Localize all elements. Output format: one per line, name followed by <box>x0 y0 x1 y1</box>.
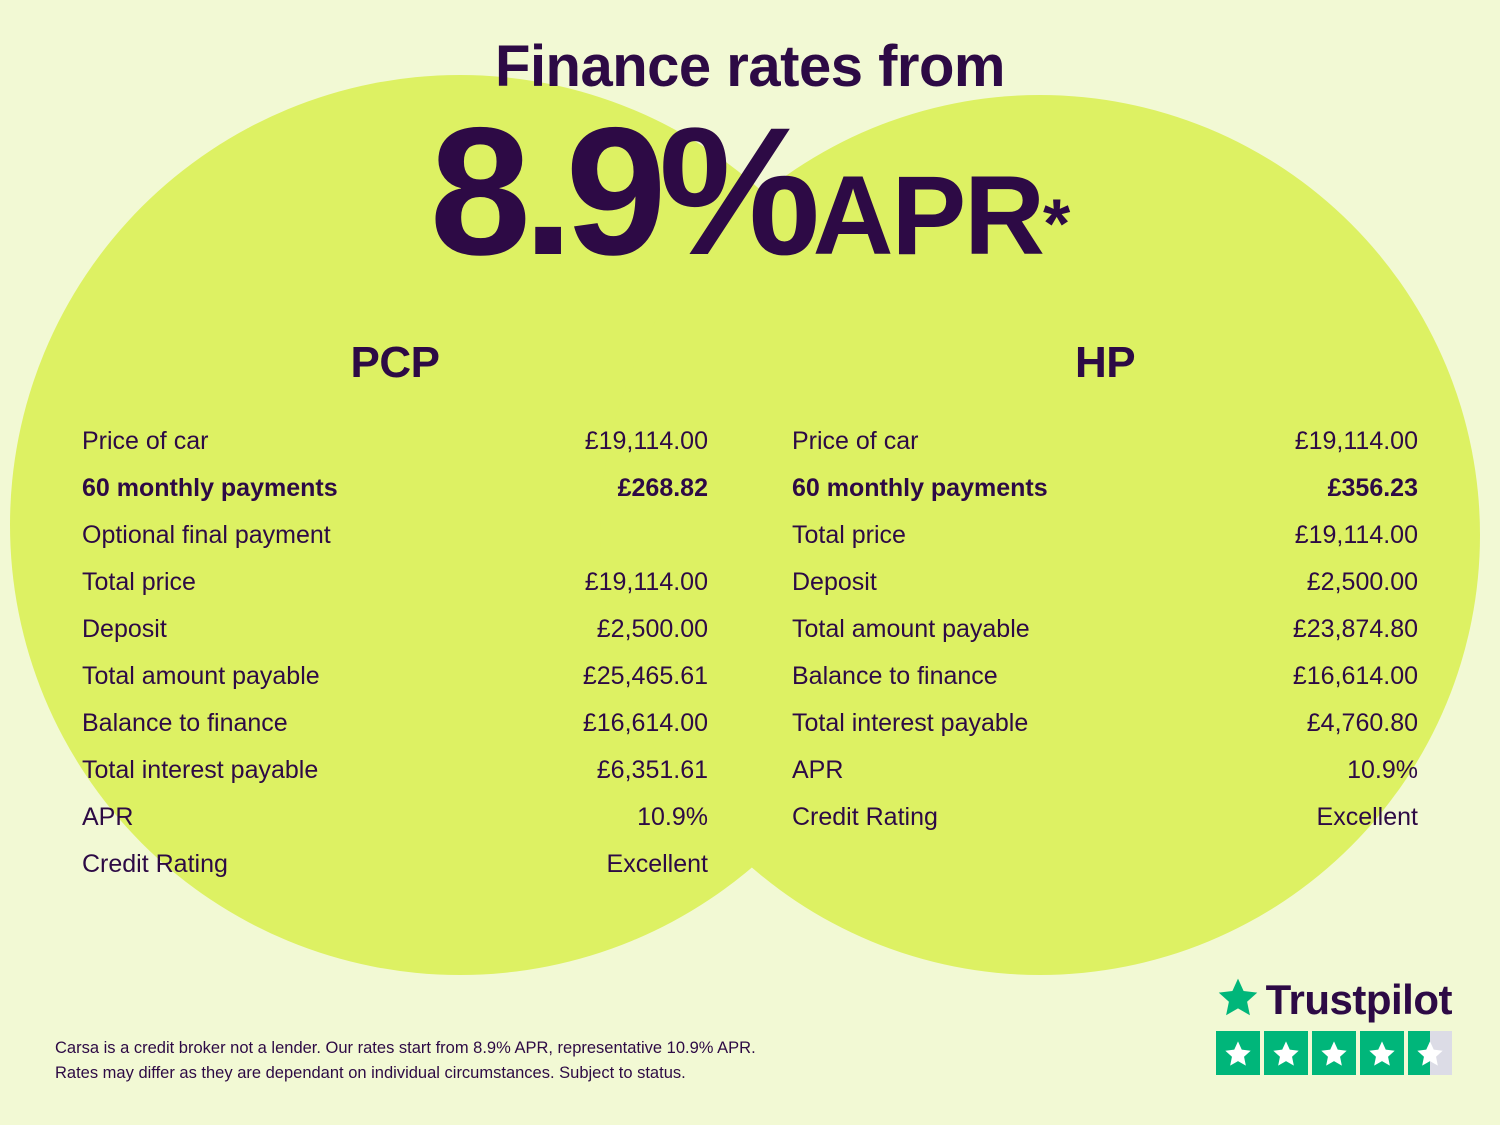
row-label: 60 monthly payments <box>82 474 338 502</box>
table-row <box>82 606 708 653</box>
row-value: £25,465.61 <box>582 662 708 690</box>
table-row <box>82 418 708 465</box>
row-value: £19,114.00 <box>584 427 708 455</box>
table-row <box>792 418 1418 465</box>
row-value: £16,614.00 <box>582 709 708 737</box>
apr-asterisk: * <box>1043 184 1071 263</box>
column-title-pcp: PCP <box>350 338 440 387</box>
table-row <box>792 606 1418 653</box>
row-value: 10.9% <box>637 803 708 831</box>
row-value: £2,500.00 <box>1306 568 1418 596</box>
row-value: 10.9% <box>1347 756 1418 784</box>
row-label: 60 monthly payments <box>792 474 1048 502</box>
table-row <box>82 794 708 841</box>
row-value: £2,500.00 <box>596 615 708 643</box>
table-row <box>792 465 1418 512</box>
trustpilot-stars <box>1216 1031 1452 1075</box>
trustpilot-wordmark: Trustpilot <box>1265 975 1452 1023</box>
row-value: Excellent <box>606 850 708 878</box>
row-label: Total interest payable <box>82 756 319 784</box>
table-row <box>82 512 708 559</box>
table-row <box>82 841 708 888</box>
page-title: Finance rates from <box>495 34 1005 99</box>
row-label: Total interest payable <box>792 709 1029 737</box>
row-label: Total price <box>792 521 906 549</box>
row-value: £19,114.00 <box>1294 427 1418 455</box>
table-row <box>792 794 1418 841</box>
row-value: £16,614.00 <box>1292 662 1418 690</box>
trustpilot-rating <box>1216 976 1452 1075</box>
row-value: £19,114.00 <box>1294 521 1418 549</box>
row-label: Total amount payable <box>792 615 1030 643</box>
row-value: Excellent <box>1316 803 1418 831</box>
row-label: Balance to finance <box>82 709 288 737</box>
row-label: Price of car <box>82 427 209 455</box>
trustpilot-star-2-icon <box>1264 1031 1308 1075</box>
row-label: Total price <box>82 568 196 596</box>
row-label: APR <box>82 803 134 831</box>
trustpilot-star-1-icon <box>1216 1031 1260 1075</box>
finance-column-pcp <box>40 338 750 888</box>
row-label: Balance to finance <box>792 662 998 690</box>
trustpilot-star-4-icon <box>1360 1031 1404 1075</box>
row-label: Credit Rating <box>792 803 938 831</box>
table-row <box>792 653 1418 700</box>
disclaimer-line-1: Carsa is a credit broker not a lender. Our rates start from 8.9% APR, representative 10.9% APR. <box>55 1038 756 1057</box>
table-row <box>82 465 708 512</box>
finance-column-hp <box>750 338 1460 888</box>
row-value: £356.23 <box>1327 474 1418 502</box>
row-value: £23,874.80 <box>1292 615 1418 643</box>
disclaimer-line-2: Rates may differ as they are dependant on individual circumstances. Subject to status. <box>55 1064 686 1083</box>
apr-headline <box>0 89 1500 293</box>
apr-word: APR <box>812 153 1044 278</box>
row-label: Deposit <box>82 615 167 643</box>
trustpilot-star-icon <box>1216 976 1260 1023</box>
table-row <box>792 700 1418 747</box>
row-value: £6,351.61 <box>596 756 708 784</box>
row-label: Credit Rating <box>82 850 228 878</box>
trustpilot-star-3-icon <box>1312 1031 1356 1075</box>
table-row <box>82 700 708 747</box>
table-row <box>82 653 708 700</box>
row-value: £4,760.80 <box>1306 709 1418 737</box>
table-row <box>82 559 708 606</box>
row-value: £19,114.00 <box>584 568 708 596</box>
table-row <box>792 747 1418 794</box>
table-row <box>82 747 708 794</box>
row-label: Total amount payable <box>82 662 320 690</box>
finance-columns <box>0 338 1500 888</box>
disclaimer-text <box>55 1036 756 1087</box>
row-label: Price of car <box>792 427 919 455</box>
trustpilot-header <box>1216 976 1452 1023</box>
table-row <box>792 512 1418 559</box>
row-value: £268.82 <box>617 474 708 502</box>
row-label: Deposit <box>792 568 877 596</box>
apr-rate: 8.9% <box>429 89 813 293</box>
trustpilot-star-5-icon <box>1408 1031 1452 1075</box>
table-row <box>792 559 1418 606</box>
row-label: Optional final payment <box>82 521 331 549</box>
column-title-hp: HP <box>1074 338 1136 387</box>
row-label: APR <box>792 756 844 784</box>
